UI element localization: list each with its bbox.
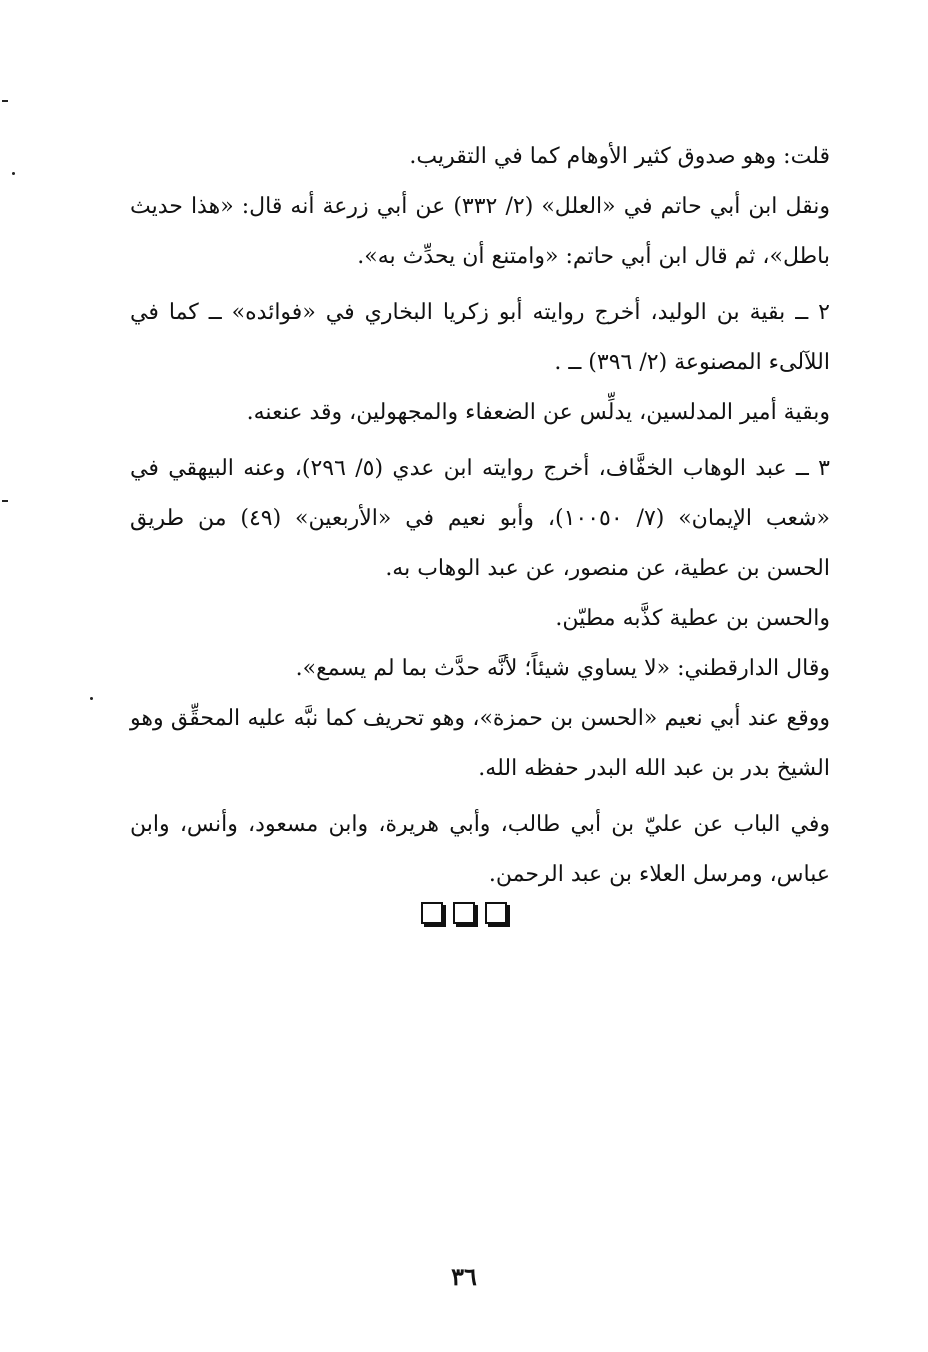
paragraph-4: وبقية أمير المدلسين، يدلِّس عن الضعفاء والمجهولين، وقد عنعنه. xyxy=(246,400,830,425)
scan-artifact xyxy=(2,500,8,502)
paragraph-2: ونقل ابن أبي حاتم في «العلل» (٢/ ٣٣٢) عن أبي زرعة أنه قال: «هذا حديث باطل»، ثم قال ابن أبي حاتم: «وامتنع أن يحدِّث به». xyxy=(130,194,830,269)
body-text xyxy=(130,132,830,900)
scan-artifact xyxy=(12,172,15,175)
paragraph-5: ٣ ــ عبد الوهاب الخفَّاف، أخرج روايته ابن عدي (٥/ ٢٩٦)، وعنه البيهقي في «شعب الإيمان» (٧/ ١٠٠٥٠)، وأبو نعيم في «الأربعين» (٤٩) من طريق الحسن بن عطية، عن منصور، عن عبد الوهاب به. xyxy=(130,456,831,581)
square-ornament-icon xyxy=(453,902,475,924)
page-number: ٣٦ xyxy=(451,1262,477,1291)
paragraph-7: وقال الدارقطني: «لا يساوي شيئاً؛ لأنَّه حدَّث بما لم يسمع». xyxy=(295,656,830,681)
square-ornament-icon xyxy=(421,902,443,924)
paragraph-6: والحسن بن عطية كذَّبه مطيّن. xyxy=(555,606,830,631)
paragraph-9: وفي الباب عن عليّ بن أبي طالب، وأبي هريرة، وابن مسعود، وأنس، وابن عباس، ومرسل العلاء بن عبد الرحمن. xyxy=(130,812,830,887)
square-ornament-icon xyxy=(485,902,507,924)
section-divider-ornament xyxy=(0,902,928,924)
paragraph-8: ووقع عند أبي نعيم «الحسن بن حمزة»، وهو تحريف كما نبَّه عليه المحقِّق وهو الشيخ بدر بن عبد الله البدر حفظه الله. xyxy=(130,706,830,781)
scan-artifact xyxy=(90,697,93,700)
paragraph-1: قلت: وهو صدوق كثير الأوهام كما في التقريب. xyxy=(409,144,830,169)
scan-artifact xyxy=(2,100,8,102)
paragraph-3: ٢ ــ بقية بن الوليد، أخرج روايته أبو زكريا البخاري في «فوائده» ــ كما في اللآلىء المصنوعة (٢/ ٣٩٦) ــ . xyxy=(130,300,830,375)
